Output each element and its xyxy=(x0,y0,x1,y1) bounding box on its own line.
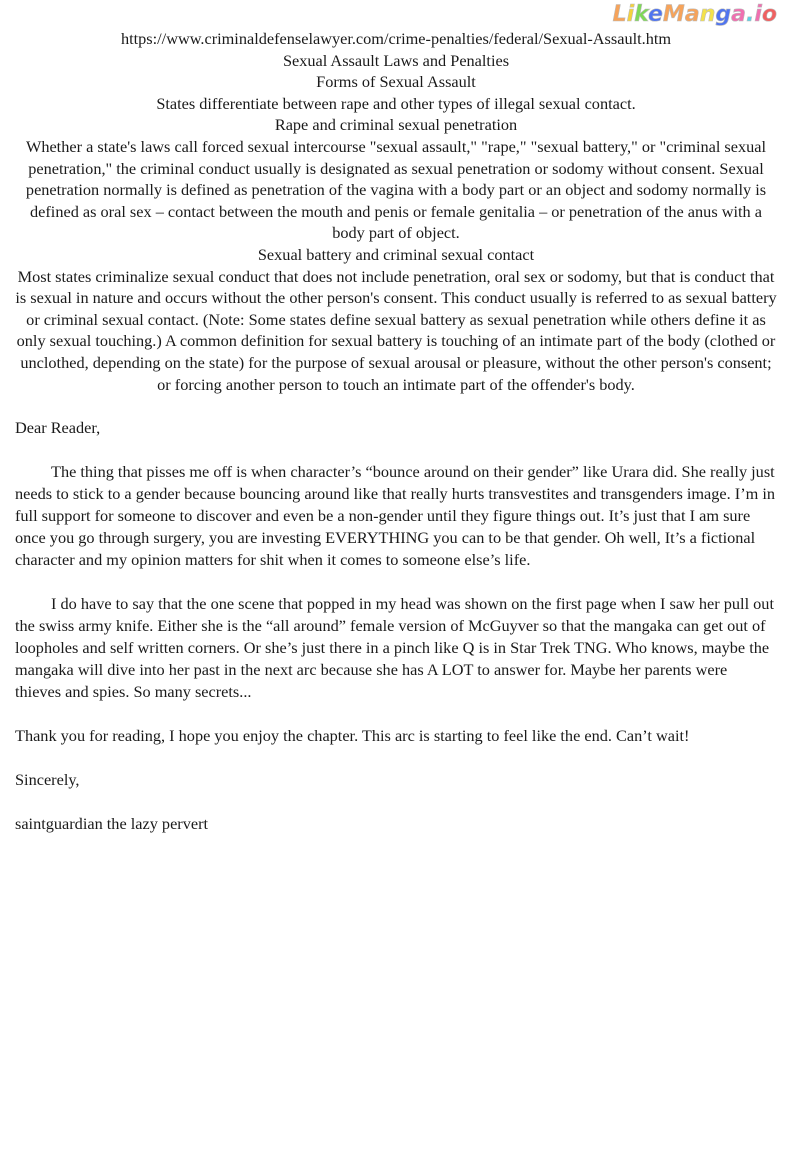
letter-paragraph: I do have to say that the one scene that popped in my head was shown on the first page when I saw her pull out the swiss army knife. Either she is the “all around” female version of McGuyver so that the mangaka can get out of loopholes and self written corners. Or she’s just there in a pinch like Q is in Star Trek TNG. Who knows, maybe the mangaka will dive into her past in the next arc because she has A LOT to answer for. Maybe her parents were thieves and spies. So many secrets... xyxy=(15,594,774,702)
letter xyxy=(15,417,777,835)
article-title: Sexual Assault Laws and Penalties xyxy=(282,50,510,70)
watermark-letter: k xyxy=(634,2,648,27)
source-url: https://www.criminaldefenselawyer.com/crime-penalties/federal/Sexual-Assault.htm xyxy=(120,29,672,48)
article-intro: States differentiate between rape and other types of illegal sexual contact. xyxy=(156,93,636,113)
letter-closing: Thank you for reading, I hope you enjoy the chapter. This arc is starting to feel like the end. Can’t wait! xyxy=(15,726,690,746)
watermark-letter: n xyxy=(699,2,716,27)
watermark-letter: o xyxy=(761,2,777,27)
article-subtitle: Forms of Sexual Assault xyxy=(316,72,476,92)
watermark-letter: a xyxy=(684,2,700,27)
article-excerpt xyxy=(15,28,777,395)
watermark-letter: . xyxy=(745,2,755,27)
letter-signoff: Sincerely, xyxy=(15,770,80,790)
letter-paragraph: The thing that pisses me off is when character’s “bounce around on their gender” like Urara did. She really just needs to stick to a gender because bouncing around like that really hurts transvestites and transgenders image. I’m in full support for someone to discover and even be a non-gender until they figure things out. It’s just that I am sure once you go through surgery, you are investing EVERYTHING you can to be that gender. Oh well, It’s a fictional character and my opinion matters for shit when it comes to someone else’s life. xyxy=(15,462,776,570)
section-body: Most states criminalize sexual conduct that does not include penetration, oral sex or sodomy, but that is conduct that is sexual in nature and occurs without the other person's consent. This conduct usually is referred to as sexual battery or criminal sexual contact. (Note: Some states define sexual battery as sexual penetration while others define it as only sexual touching.) A common definition for sexual battery is touching of an intimate part of the body (clothed or unclothed, depending on the state) for the purpose of sexual arousal or pleasure, without the other person's consent; or forcing another person to touch an intimate part of the offender's body. xyxy=(15,266,777,394)
section-heading: Rape and criminal sexual penetration xyxy=(274,115,518,135)
watermark-letter: e xyxy=(648,2,663,27)
letter-greeting: Dear Reader, xyxy=(15,418,101,438)
watermark-letter: a xyxy=(731,2,746,27)
letter-signature: saintguardian the lazy pervert xyxy=(15,814,209,834)
watermark-letter: i xyxy=(754,2,762,27)
watermark-logo xyxy=(15,2,777,28)
document-page xyxy=(15,0,777,835)
watermark-letter: M xyxy=(662,2,685,27)
section-heading: Sexual battery and criminal sexual contact xyxy=(257,244,535,264)
watermark-letter: g xyxy=(715,2,732,27)
watermark-letter: L xyxy=(612,2,627,27)
watermark-letter: i xyxy=(626,2,635,27)
section-body: Whether a state's laws call forced sexual intercourse "sexual assault," "rape," "sexual battery," or "criminal sexual penetration," the criminal conduct usually is designated as sexual penetration or sodomy without consent. Sexual penetration normally is defined as penetration of the vagina with a body part or an object and sodomy normally is defined as oral sex – contact between the mouth and penis or female genitalia – or penetration of the anus with a body part of object. xyxy=(25,136,767,243)
